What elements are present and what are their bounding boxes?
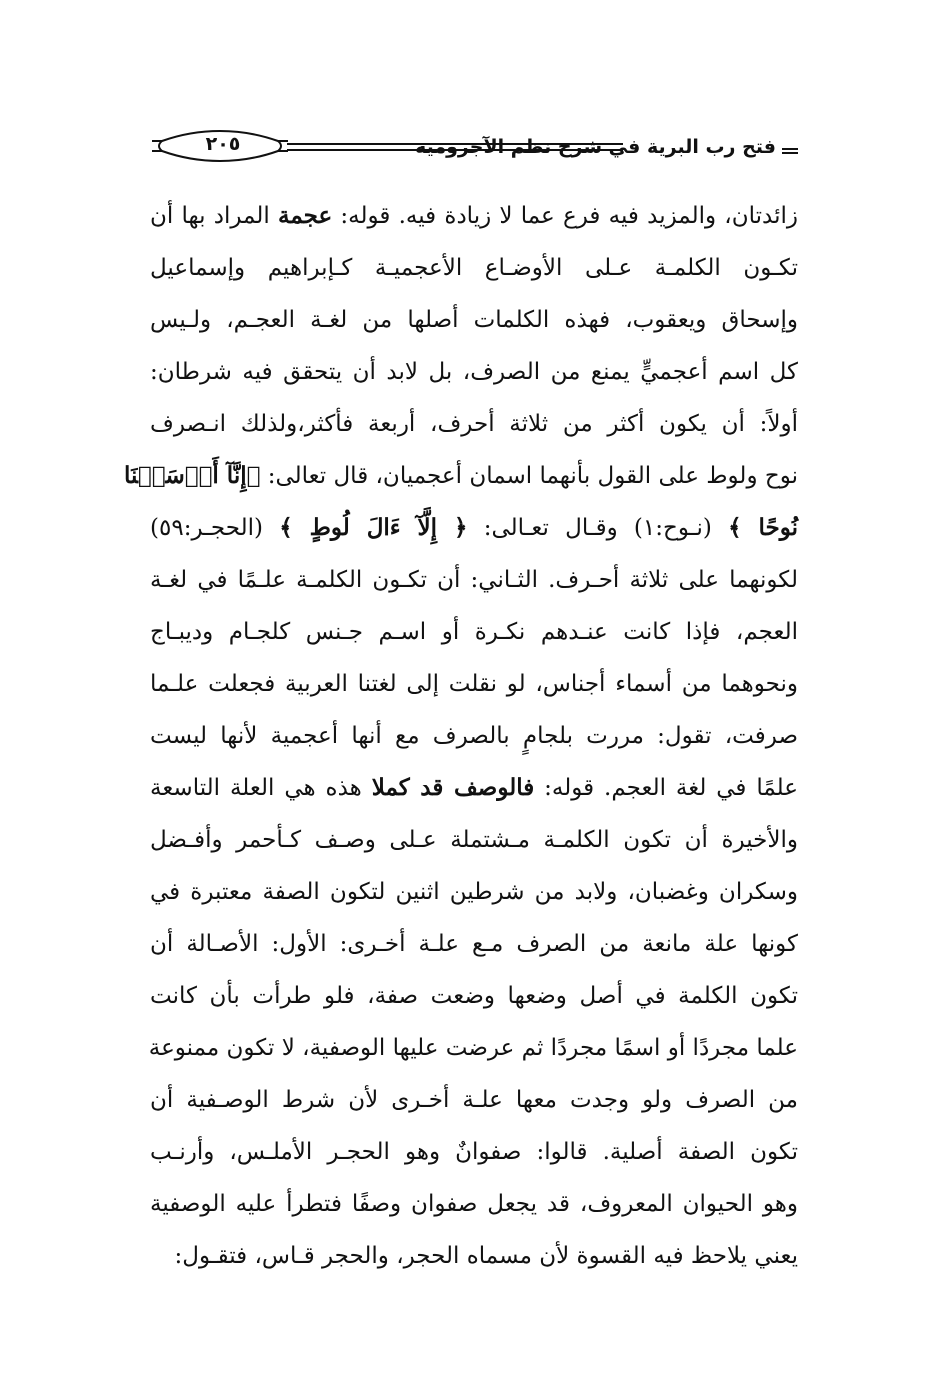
bold-phrase: ﴿إِنَّآ أَرۡسَلۡنَا: [123, 462, 261, 489]
text-run: من الصرف ولو وجدت معها علـة أخـرى لأن شرط الوصـفية أن: [150, 1087, 798, 1113]
text-line: [150, 554, 798, 606]
text-run: العجم، فإذا كانت عنـدهم نكـرة أو اسـم جـنس كلجـام وديبـاج: [150, 619, 798, 645]
text-run: وهو الحيوان المعروف، قد يجعل صفوان وصفًا فتطرأ عليه الوصفية: [150, 1191, 798, 1217]
text-run: تكـون الكلمـة عـلى الأوضـاع الأعجميـة كـإبراهيم وإسماعيل: [150, 255, 798, 281]
text-line: [150, 970, 798, 1022]
text-line: [150, 1178, 798, 1230]
text-line: [150, 762, 798, 814]
text-line: [150, 398, 798, 450]
bold-phrase: نُوحًا ﴾: [728, 514, 798, 541]
text-run: علمًا في لغة العجم. قوله:: [534, 775, 798, 801]
text-line: [150, 190, 798, 242]
text-line: [150, 294, 798, 346]
text-run: نوح ولوط على القول بأنهما اسمان أعجميان، قال تعالى:: [260, 463, 798, 489]
text-line: [150, 866, 798, 918]
text-run: المراد بها أن: [150, 203, 278, 229]
text-run: هذه هي العلة التاسعة: [150, 775, 372, 801]
text-line: [150, 1230, 798, 1282]
text-line: [123, 450, 798, 502]
text-run: زائدتان، والمزيد فيه فرع عما لا زيادة فيه. قوله:: [332, 203, 798, 229]
text-run: كل اسم أعجميٍّ يمنع من الصرف، بل لابد أن يتحقق فيه شرطان:: [150, 359, 798, 385]
page-number: ٢٠٥: [205, 133, 241, 155]
body-text: [123, 190, 799, 1282]
bold-phrase: عجمة: [277, 202, 333, 229]
text-line: [150, 658, 798, 710]
text-run: (نـوح:١) وقـال تعـالى:: [467, 515, 729, 541]
text-line: [150, 710, 798, 762]
text-line: [150, 1074, 798, 1126]
text-run: وسكران وغضبان، ولابد من شرطين اثنين لتكون الصفة معتبرة في: [150, 879, 798, 905]
text-line: [150, 346, 798, 398]
page-header: [150, 130, 798, 166]
text-line: [150, 814, 798, 866]
text-run: ونحوهما من أسماء أجناس، لو نقلت إلى لغتنا العربية فجعلت علـما: [150, 671, 798, 697]
text-run: وإسحاق ويعقوب، فهذه الكلمات أصلها من لغـة العجـم، ولـيس: [150, 307, 798, 333]
text-run: علما مجردًا أو اسمًا مجردًا ثم عرضت عليها الوصفية، لا تكون ممنوعة: [148, 1035, 798, 1061]
text-line: [150, 242, 798, 294]
header-dash: [782, 148, 798, 154]
text-run: تكون الكلمة في أصل وضعها وضعت صفة، فلو طرأت بأن كانت: [150, 983, 798, 1009]
text-run: لكونهما على ثلاثة أحـرف. الثـاني: أن تكـون الكلمـة علـمًا في لغـة: [150, 567, 798, 593]
text-run: يعني يلاحظ فيه القسوة لأن مسماه الحجر، والحجر قـاس، فتقـول:: [174, 1243, 798, 1269]
text-run: تكون الصفة أصلية. قالوا: صفوانٌ وهو الحجـر الأملـس، وأرنـب: [150, 1139, 798, 1165]
header-rule: [287, 143, 623, 151]
text-run: كونها علة مانعة من الصرف مـع علـة أخـرى: الأول: الأصـالة أن: [150, 931, 799, 957]
bold-phrase: ﴿ إِلَّآ ءَالَ لُوطٍ ﴾: [279, 514, 468, 541]
book-title: فتح رب البرية في شرح نظم الآجرومية: [415, 136, 776, 158]
text-line: [150, 1126, 798, 1178]
text-run: أولاً: أن يكون أكثر من ثلاثة أحرف، أربعة فأكثر،ولذلك انـصرف: [150, 411, 798, 437]
text-run: والأخيرة أن تكون الكلمـة مـشتملة عـلى وصـف كـأحمر وأفـضل: [150, 827, 798, 853]
text-line: [150, 1022, 798, 1074]
text-line: [150, 918, 798, 970]
text-run: (الحجـر:٥٩): [150, 515, 280, 541]
text-run: صرفت، تقول: مررت بلجامٍ بالصرف مع أنها أعجمية لأنها ليست: [150, 723, 798, 749]
bold-phrase: فالوصف قد كملا: [371, 774, 535, 801]
text-line: [150, 606, 798, 658]
text-line: [150, 502, 798, 554]
